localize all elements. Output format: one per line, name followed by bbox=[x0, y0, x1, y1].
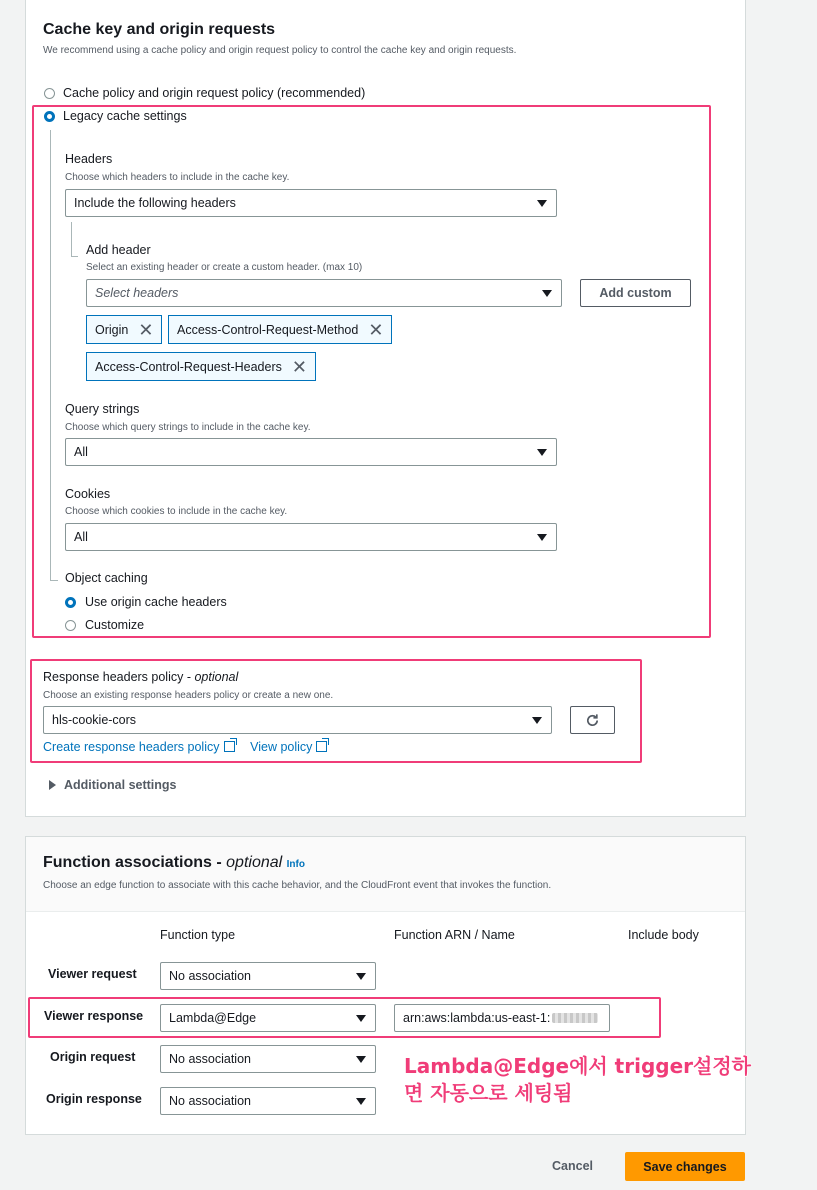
function-associations-title-text: Function associations - bbox=[43, 854, 227, 871]
col-function-type: Function type bbox=[160, 928, 236, 942]
header-tag-label: Access-Control-Request-Headers bbox=[95, 359, 282, 374]
additional-settings-toggle[interactable] bbox=[49, 778, 177, 792]
optional-label: optional bbox=[226, 854, 283, 871]
viewer-request-value: No association bbox=[169, 969, 251, 983]
chevron-down-icon bbox=[356, 1056, 366, 1063]
add-header-label: Add header bbox=[86, 243, 151, 257]
response-headers-description: Choose an existing response headers policy or create a new one. bbox=[43, 690, 334, 701]
additional-settings-label: Additional settings bbox=[64, 778, 177, 792]
cookies-label: Cookies bbox=[65, 487, 111, 501]
annotation-note bbox=[404, 1053, 751, 1107]
add-header-description: Select an existing header or create a custom header. (max 10) bbox=[86, 262, 363, 273]
function-associations-description: Choose an edge function to associate with this cache behavior, and the CloudFront event that invokes the function. bbox=[43, 880, 552, 891]
viewer-response-label: Viewer response bbox=[44, 1009, 144, 1023]
optional-label: optional bbox=[194, 670, 239, 684]
chevron-down-icon bbox=[356, 1098, 366, 1105]
function-associations-header-bg bbox=[26, 837, 745, 912]
headers-label: Headers bbox=[65, 152, 113, 166]
radio-recommended-label[interactable]: Cache policy and origin request policy (recommended) bbox=[63, 86, 366, 100]
viewer-response-value: Lambda@Edge bbox=[169, 1011, 257, 1025]
col-include-body: Include body bbox=[628, 928, 699, 942]
caret-right-icon bbox=[49, 780, 56, 790]
create-response-headers-policy-link[interactable]: Create response headers policy bbox=[43, 740, 220, 754]
close-icon[interactable]: ✕ bbox=[138, 319, 154, 340]
origin-response-select[interactable] bbox=[160, 1087, 376, 1115]
origin-response-value: No association bbox=[169, 1094, 251, 1108]
highlight-viewer-response bbox=[28, 997, 661, 1038]
cookies-description: Choose which cookies to include in the cache key. bbox=[65, 506, 288, 517]
radio-customize-label[interactable]: Customize bbox=[85, 618, 145, 632]
function-associations-title bbox=[43, 854, 305, 872]
query-strings-label: Query strings bbox=[65, 402, 140, 416]
origin-response-label: Origin response bbox=[46, 1092, 142, 1106]
view-policy-link[interactable]: View policy bbox=[250, 740, 313, 754]
origin-request-label: Origin request bbox=[50, 1050, 136, 1064]
add-custom-button[interactable]: Add custom bbox=[580, 279, 691, 307]
radio-legacy-label[interactable]: Legacy cache settings bbox=[63, 109, 187, 123]
annotation-line-2: 면 자동으로 세팅됨 bbox=[404, 1081, 573, 1105]
annotation-line-1: Lambda@Edge에서 trigger설정하 bbox=[404, 1054, 751, 1078]
response-headers-value: hls-cookie-cors bbox=[52, 713, 137, 727]
viewer-request-label: Viewer request bbox=[48, 967, 137, 981]
object-caching-label: Object caching bbox=[65, 571, 148, 585]
chevron-down-icon bbox=[356, 973, 366, 980]
origin-request-value: No association bbox=[169, 1052, 251, 1066]
headers-select-value: Include the following headers bbox=[74, 196, 236, 210]
close-icon[interactable]: ✕ bbox=[291, 356, 307, 377]
cancel-button[interactable]: Cancel bbox=[552, 1159, 593, 1173]
radio-origin-cache-headers-label[interactable]: Use origin cache headers bbox=[85, 595, 227, 609]
viewer-response-arn-value: arn:aws:lambda:us-east-1: bbox=[403, 1011, 551, 1025]
cache-section-title: Cache key and origin requests bbox=[43, 21, 276, 38]
select-headers-placeholder: Select headers bbox=[95, 286, 179, 300]
close-icon[interactable]: ✕ bbox=[368, 319, 384, 340]
col-function-arn: Function ARN / Name bbox=[394, 928, 515, 942]
query-strings-value: All bbox=[74, 445, 88, 459]
response-headers-label-text: Response headers policy - bbox=[43, 670, 195, 684]
highlight-response-headers bbox=[30, 659, 642, 763]
query-strings-description: Choose which query strings to include in the cache key. bbox=[65, 422, 311, 433]
cookies-value: All bbox=[74, 530, 88, 544]
cache-section-description: We recommend using a cache policy and origin request policy to control the cache key and origin requests. bbox=[43, 45, 517, 56]
radio-recommended[interactable] bbox=[44, 88, 55, 99]
info-link[interactable]: Info bbox=[286, 859, 305, 870]
save-changes-button[interactable]: Save changes bbox=[625, 1152, 745, 1181]
highlight-legacy-settings bbox=[32, 105, 711, 638]
viewer-request-select[interactable] bbox=[160, 962, 376, 990]
header-tag-label: Origin bbox=[95, 322, 129, 337]
header-tag-label: Access-Control-Request-Method bbox=[177, 322, 359, 337]
origin-request-select[interactable] bbox=[160, 1045, 376, 1073]
headers-description: Choose which headers to include in the cache key. bbox=[65, 172, 290, 183]
